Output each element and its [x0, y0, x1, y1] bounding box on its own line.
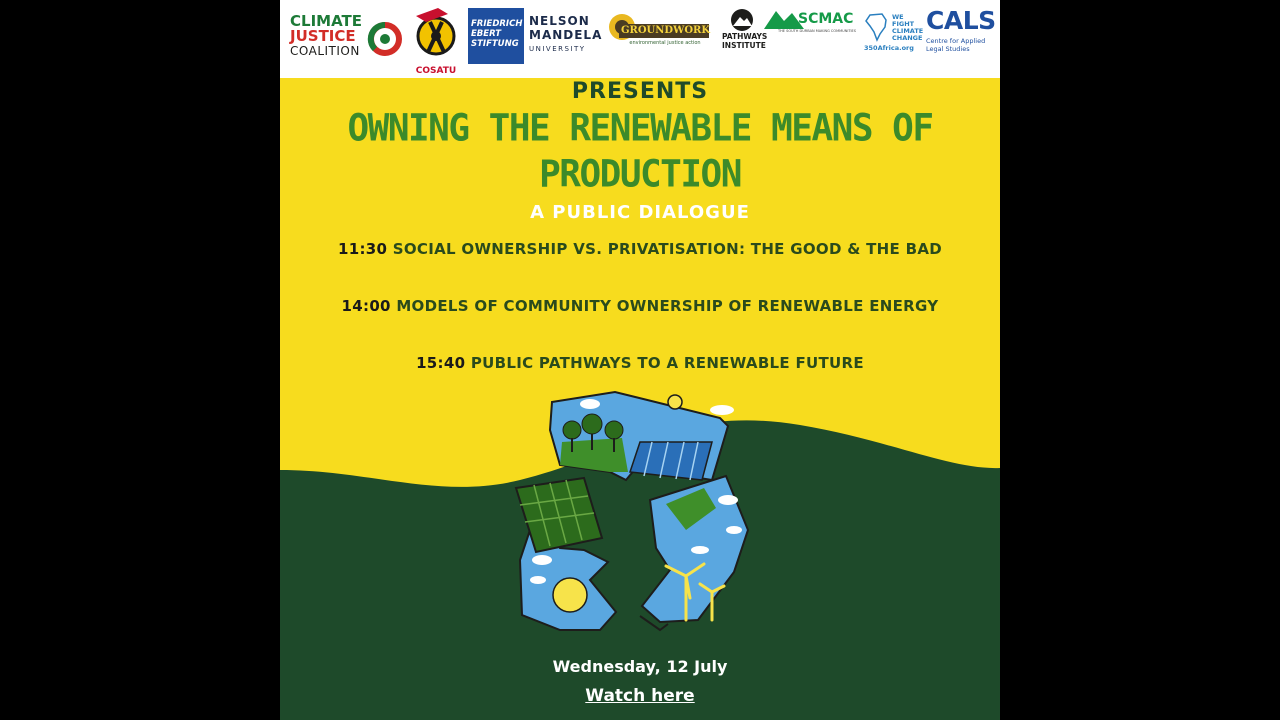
scmac-tagline: THE SOUTH DURBAN MAKING COMMUNITIES	[778, 29, 856, 33]
cjc-ring-icon	[366, 14, 404, 64]
cosatu-logo	[408, 4, 464, 76]
pathways-mountain-icon	[722, 8, 762, 32]
cals-label: CALS	[926, 6, 996, 35]
recycle-arrow-left	[516, 478, 616, 630]
watch-here-link[interactable]: Watch here	[585, 686, 695, 706]
cosatu-label: COSATU	[415, 66, 457, 76]
nmu-word-3: UNIVERSITY	[529, 45, 586, 53]
friedrich-ebert-stiftung-logo	[468, 8, 524, 64]
pathways-institute-logo	[722, 8, 768, 58]
partner-logo-bar	[280, 0, 1000, 78]
nmu-word-2: MANDELA	[529, 28, 603, 42]
africa-outline-icon	[864, 12, 890, 42]
event-date: Wednesday, 12 July	[552, 657, 728, 676]
groundwork-label: GROUNDWORK	[621, 25, 711, 36]
recycle-illustration	[490, 380, 790, 650]
session-title: SOCIAL OWNERSHIP VS. PRIVATISATION: THE GOOD & THE BAD	[392, 240, 942, 258]
recycle-arrow-right	[640, 476, 748, 630]
cjc-word-3: COALITION	[290, 44, 360, 58]
we-fight-climate-change-label: WE FIGHT CLIMATE CHANGE	[892, 13, 924, 42]
climate-justice-coalition-logo	[290, 14, 402, 64]
event-poster	[280, 0, 1000, 720]
presents-heading: PRESENTS	[571, 79, 709, 104]
nmu-word-1: NELSON	[529, 14, 590, 28]
fes-label: FRIEDRICH EBERT STIFTUNG	[471, 19, 523, 49]
nelson-mandela-university-logo	[529, 14, 603, 58]
session-row	[280, 297, 1000, 315]
groundwork-tagline: environmental justice action	[629, 40, 701, 46]
scmac-label: SCMAC	[798, 11, 854, 27]
pathways-label: PATHWAYS INSTITUTE	[722, 32, 768, 50]
session-time: 14:00	[341, 297, 391, 315]
350-africa-logo	[864, 12, 924, 56]
session-title: PUBLIC PATHWAYS TO A RENEWABLE FUTURE	[470, 354, 864, 372]
cals-logo	[920, 6, 994, 62]
groundwork-logo	[607, 10, 711, 50]
cals-tagline: Centre for Applied Legal Studies	[926, 37, 986, 53]
session-title: MODELS OF COMMUNITY OWNERSHIP OF RENEWABLE ENERGY	[396, 297, 939, 315]
cjc-word-2: JUSTICE	[290, 27, 356, 45]
scmac-logo	[764, 5, 860, 37]
session-time: 11:30	[337, 240, 388, 258]
session-row	[280, 240, 1000, 258]
350-africa-label: 350Africa.org	[864, 44, 914, 52]
event-title: OWNING THE RENEWABLE MEANS OF PRODUCTION	[347, 106, 933, 197]
cosatu-emblem-icon	[408, 4, 464, 64]
recycle-arrow-top	[550, 392, 734, 480]
event-subtitle: A PUBLIC DIALOGUE	[530, 202, 750, 223]
session-row	[280, 354, 1000, 372]
cjc-word-1: CLIMATE	[290, 12, 362, 30]
session-time: 15:40	[416, 354, 466, 372]
